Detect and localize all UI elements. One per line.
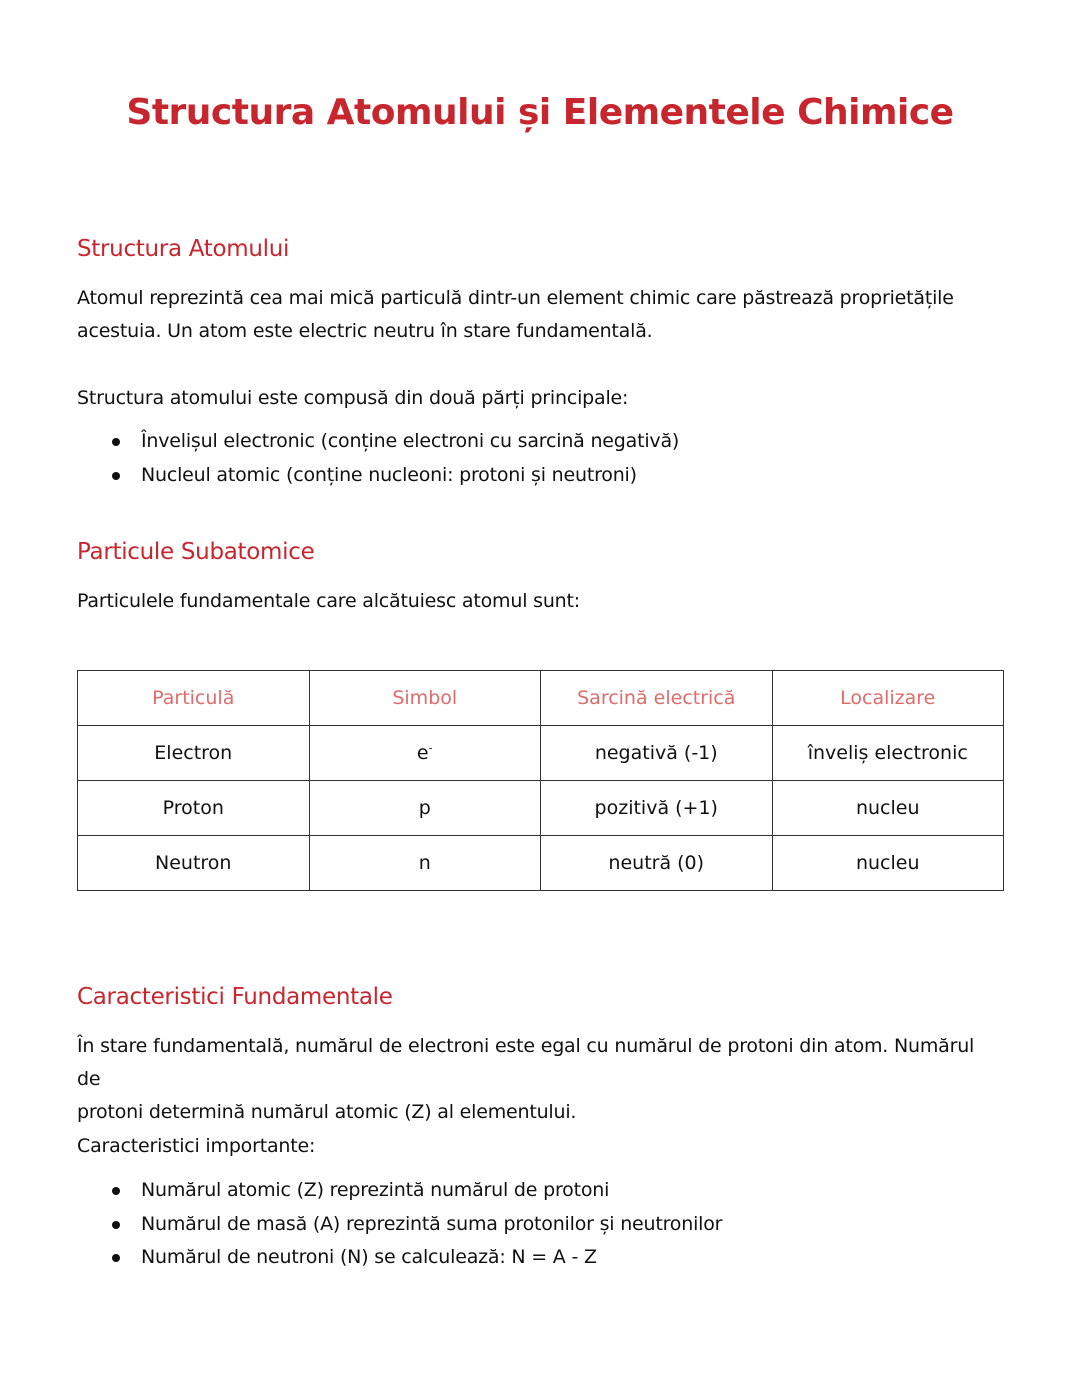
symbol-text: n xyxy=(418,852,431,874)
section-heading-structura-atomului: Structura Atomului xyxy=(77,236,290,262)
cell-particle: Neutron xyxy=(78,836,310,891)
list-item: Nucleul atomic (conține nucleoni: protoni și neutroni) xyxy=(77,459,679,493)
section-heading-caracteristici-fundamentale: Caracteristici Fundamentale xyxy=(77,984,393,1010)
table-row xyxy=(78,726,1004,781)
cell-location: înveliș electronic xyxy=(772,726,1004,781)
table-row xyxy=(78,781,1004,836)
cell-particle: Proton xyxy=(78,781,310,836)
section3-paragraph-line2: protoni determină numărul atomic (Z) al elementului. xyxy=(77,1101,577,1123)
symbol-text: p xyxy=(418,797,431,819)
symbol-charge-superscript: - xyxy=(428,741,433,755)
cell-particle: Electron xyxy=(78,726,310,781)
section3-paragraph xyxy=(77,1030,977,1129)
section1-paragraph-line2: acestuia. Un atom este electric neutru în stare fundamentală. xyxy=(77,320,653,342)
cell-location: nucleu xyxy=(772,781,1004,836)
cell-symbol xyxy=(309,781,541,836)
column-header-charge: Sarcină electrică xyxy=(541,671,773,726)
section2-intro: Particulele fundamentale care alcătuiesc atomul sunt: xyxy=(77,590,580,612)
cell-charge: neutră (0) xyxy=(541,836,773,891)
cell-charge: pozitivă (+1) xyxy=(541,781,773,836)
table-header-row xyxy=(78,671,1004,726)
section1-bullet-list xyxy=(77,425,679,492)
list-item: Numărul de neutroni (N) se calculează: N = A - Z xyxy=(77,1241,722,1275)
table-row xyxy=(78,836,1004,891)
section1-intro: Structura atomului este compusă din două părți principale: xyxy=(77,387,629,409)
cell-symbol xyxy=(309,726,541,781)
list-item: Numărul de masă (A) reprezintă suma protonilor și neutronilor xyxy=(77,1208,722,1242)
cell-symbol xyxy=(309,836,541,891)
particles-table xyxy=(77,670,1004,891)
symbol-text: e xyxy=(416,742,429,764)
section3-paragraph-line1: În stare fundamentală, numărul de electroni este egal cu numărul de protoni din atom. Numărul de xyxy=(77,1035,975,1090)
column-header-location: Localizare xyxy=(772,671,1004,726)
section1-paragraph-line1: Atomul reprezintă cea mai mică particulă dintr-un element chimic care păstrează proprietățile xyxy=(77,287,954,309)
page-title: Structura Atomului și Elementele Chimice xyxy=(126,92,954,133)
list-item: Numărul atomic (Z) reprezintă numărul de protoni xyxy=(77,1174,722,1208)
list-item: Învelișul electronic (conține electroni cu sarcină negativă) xyxy=(77,425,679,459)
section-heading-particule-subatomice: Particule Subatomice xyxy=(77,539,315,565)
section1-paragraph xyxy=(77,282,977,348)
section3-bullet-list xyxy=(77,1174,722,1275)
section3-intro: Caracteristici importante: xyxy=(77,1135,316,1157)
cell-location: nucleu xyxy=(772,836,1004,891)
column-header-symbol: Simbol xyxy=(309,671,541,726)
cell-charge: negativă (-1) xyxy=(541,726,773,781)
column-header-particle: Particulă xyxy=(78,671,310,726)
